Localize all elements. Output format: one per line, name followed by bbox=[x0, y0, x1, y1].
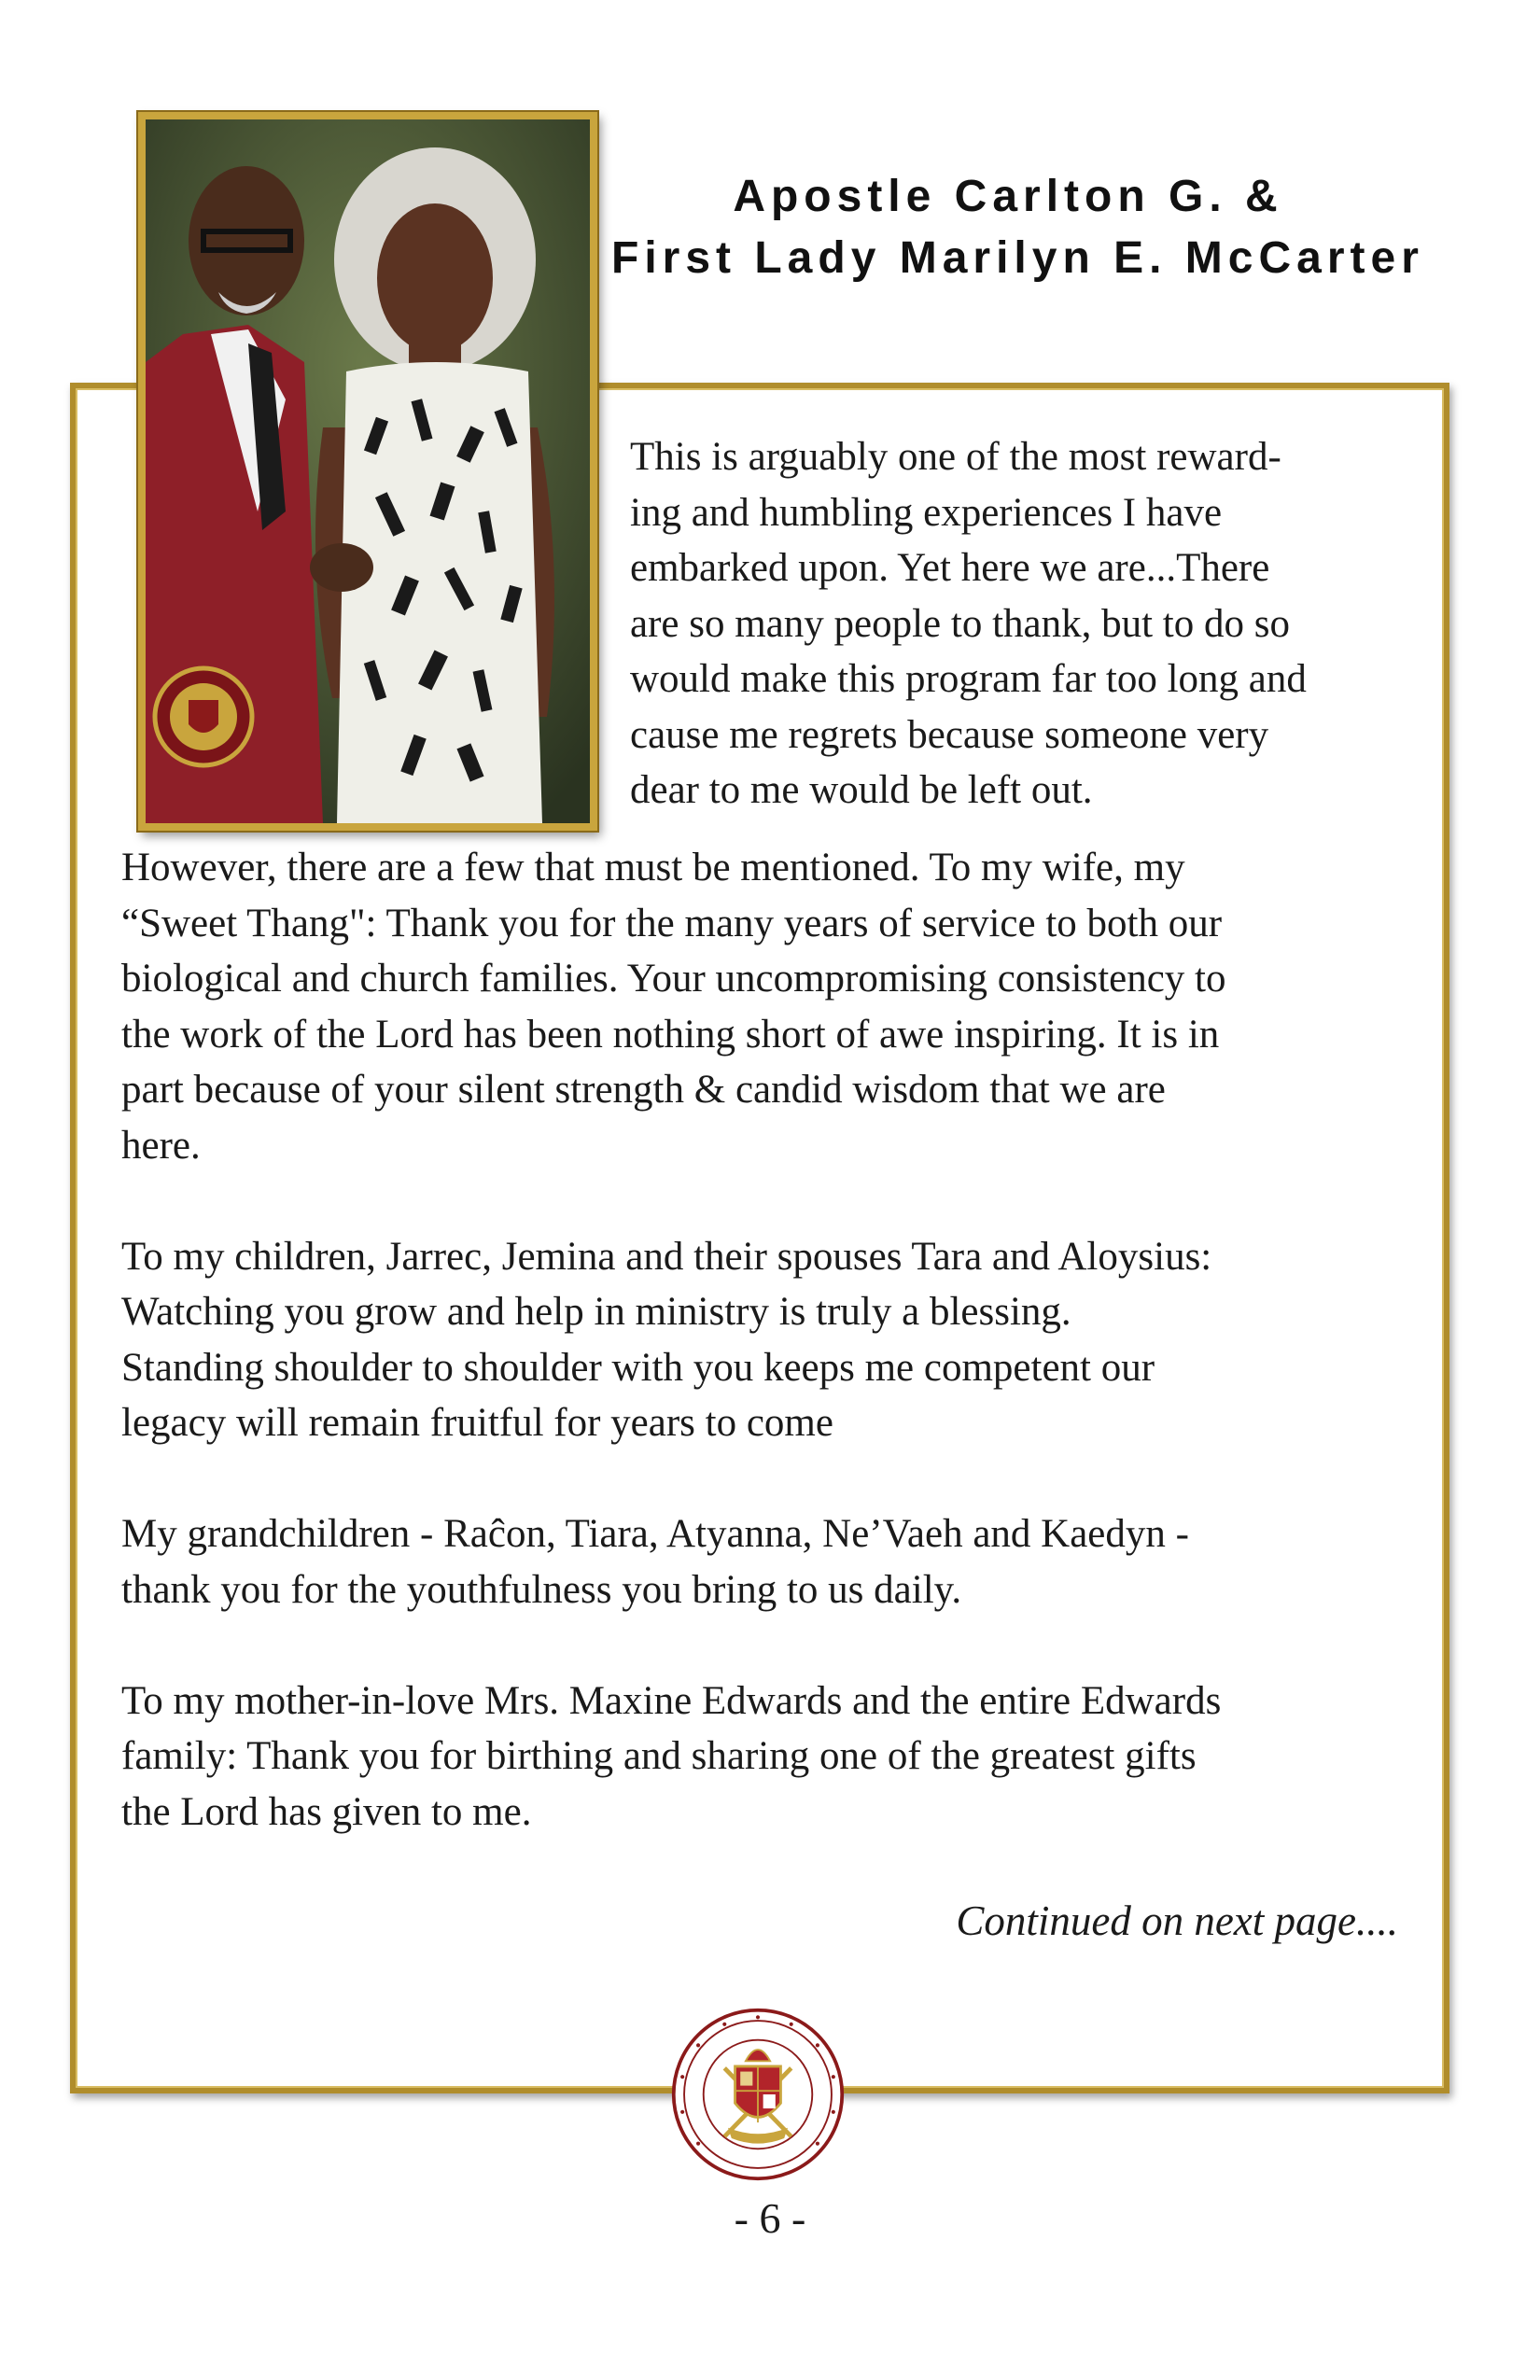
body-line: legacy will remain fruitful for years to come bbox=[121, 1401, 833, 1445]
body-line: However, there are a few that must be mentioned. To my wife, my bbox=[121, 846, 1185, 889]
body-line: Standing shoulder to shoulder with you keeps me competent our bbox=[121, 1345, 1155, 1390]
church-seal-logo bbox=[670, 2007, 846, 2182]
intro-line: This is arguably one of the most reward- bbox=[630, 435, 1281, 479]
body-line: To my children, Jarrec, Jemina and their spouses Tara and Aloysius: bbox=[121, 1234, 1212, 1279]
body-line: My grandchildren - Raĉon, Tiara, Atyanna, Ne’Vaeh and Kaedyn - bbox=[121, 1512, 1189, 1556]
seal-emblem-icon bbox=[670, 2007, 846, 2182]
page-number: - 6 - bbox=[734, 2194, 806, 2242]
body-line: part because of your silent strength & candid wisdom that we are bbox=[121, 1068, 1166, 1112]
paragraph-wife bbox=[121, 840, 1428, 1173]
intro-paragraph bbox=[630, 429, 1423, 819]
letter-body bbox=[121, 840, 1428, 1840]
paragraph-grandchildren bbox=[121, 1506, 1428, 1617]
body-line: biological and church families. Your uncompromising consistency to bbox=[121, 957, 1226, 1001]
page-title bbox=[611, 166, 1424, 289]
couple-portrait-photo bbox=[138, 112, 597, 831]
body-line: Watching you grow and help in ministry is truly a blessing. bbox=[121, 1290, 1071, 1334]
intro-line: dear to me would be left out. bbox=[630, 768, 1093, 812]
body-line: “Sweet Thang": Thank you for the many years of service to both our bbox=[121, 901, 1223, 945]
intro-line: would make this program far too long and bbox=[630, 657, 1307, 701]
body-line: To my mother-in-love Mrs. Maxine Edwards and the entire Edwards bbox=[121, 1678, 1222, 1723]
paragraph-mother-in-love bbox=[121, 1673, 1428, 1841]
paragraph-gap bbox=[121, 1173, 1428, 1229]
paragraph-children bbox=[121, 1229, 1428, 1451]
title-line-1: Apostle Carlton G. & bbox=[733, 172, 1283, 221]
body-line: thank you for the youthfulness you bring to us daily. bbox=[121, 1567, 962, 1612]
title-line-2: First Lady Marilyn E. McCarter bbox=[611, 233, 1424, 283]
intro-line: embarked upon. Yet here we are...There bbox=[630, 546, 1270, 590]
intro-line: cause me regrets because someone very bbox=[630, 712, 1269, 757]
continued-note: Continued on next page.... bbox=[956, 1897, 1398, 1944]
body-line: the Lord has given to me. bbox=[121, 1789, 532, 1834]
paragraph-gap bbox=[121, 1451, 1428, 1507]
paragraph-gap bbox=[121, 1617, 1428, 1673]
body-line: family: Thank you for birthing and sharing one of the greatest gifts bbox=[121, 1734, 1197, 1778]
intro-line: ing and humbling experiences I have bbox=[630, 490, 1223, 535]
portrait-illustration bbox=[146, 119, 590, 823]
intro-line: are so many people to thank, but to do so bbox=[630, 601, 1290, 646]
body-line: here. bbox=[121, 1123, 201, 1168]
body-line: the work of the Lord has been nothing short of awe inspiring. It is in bbox=[121, 1012, 1220, 1057]
